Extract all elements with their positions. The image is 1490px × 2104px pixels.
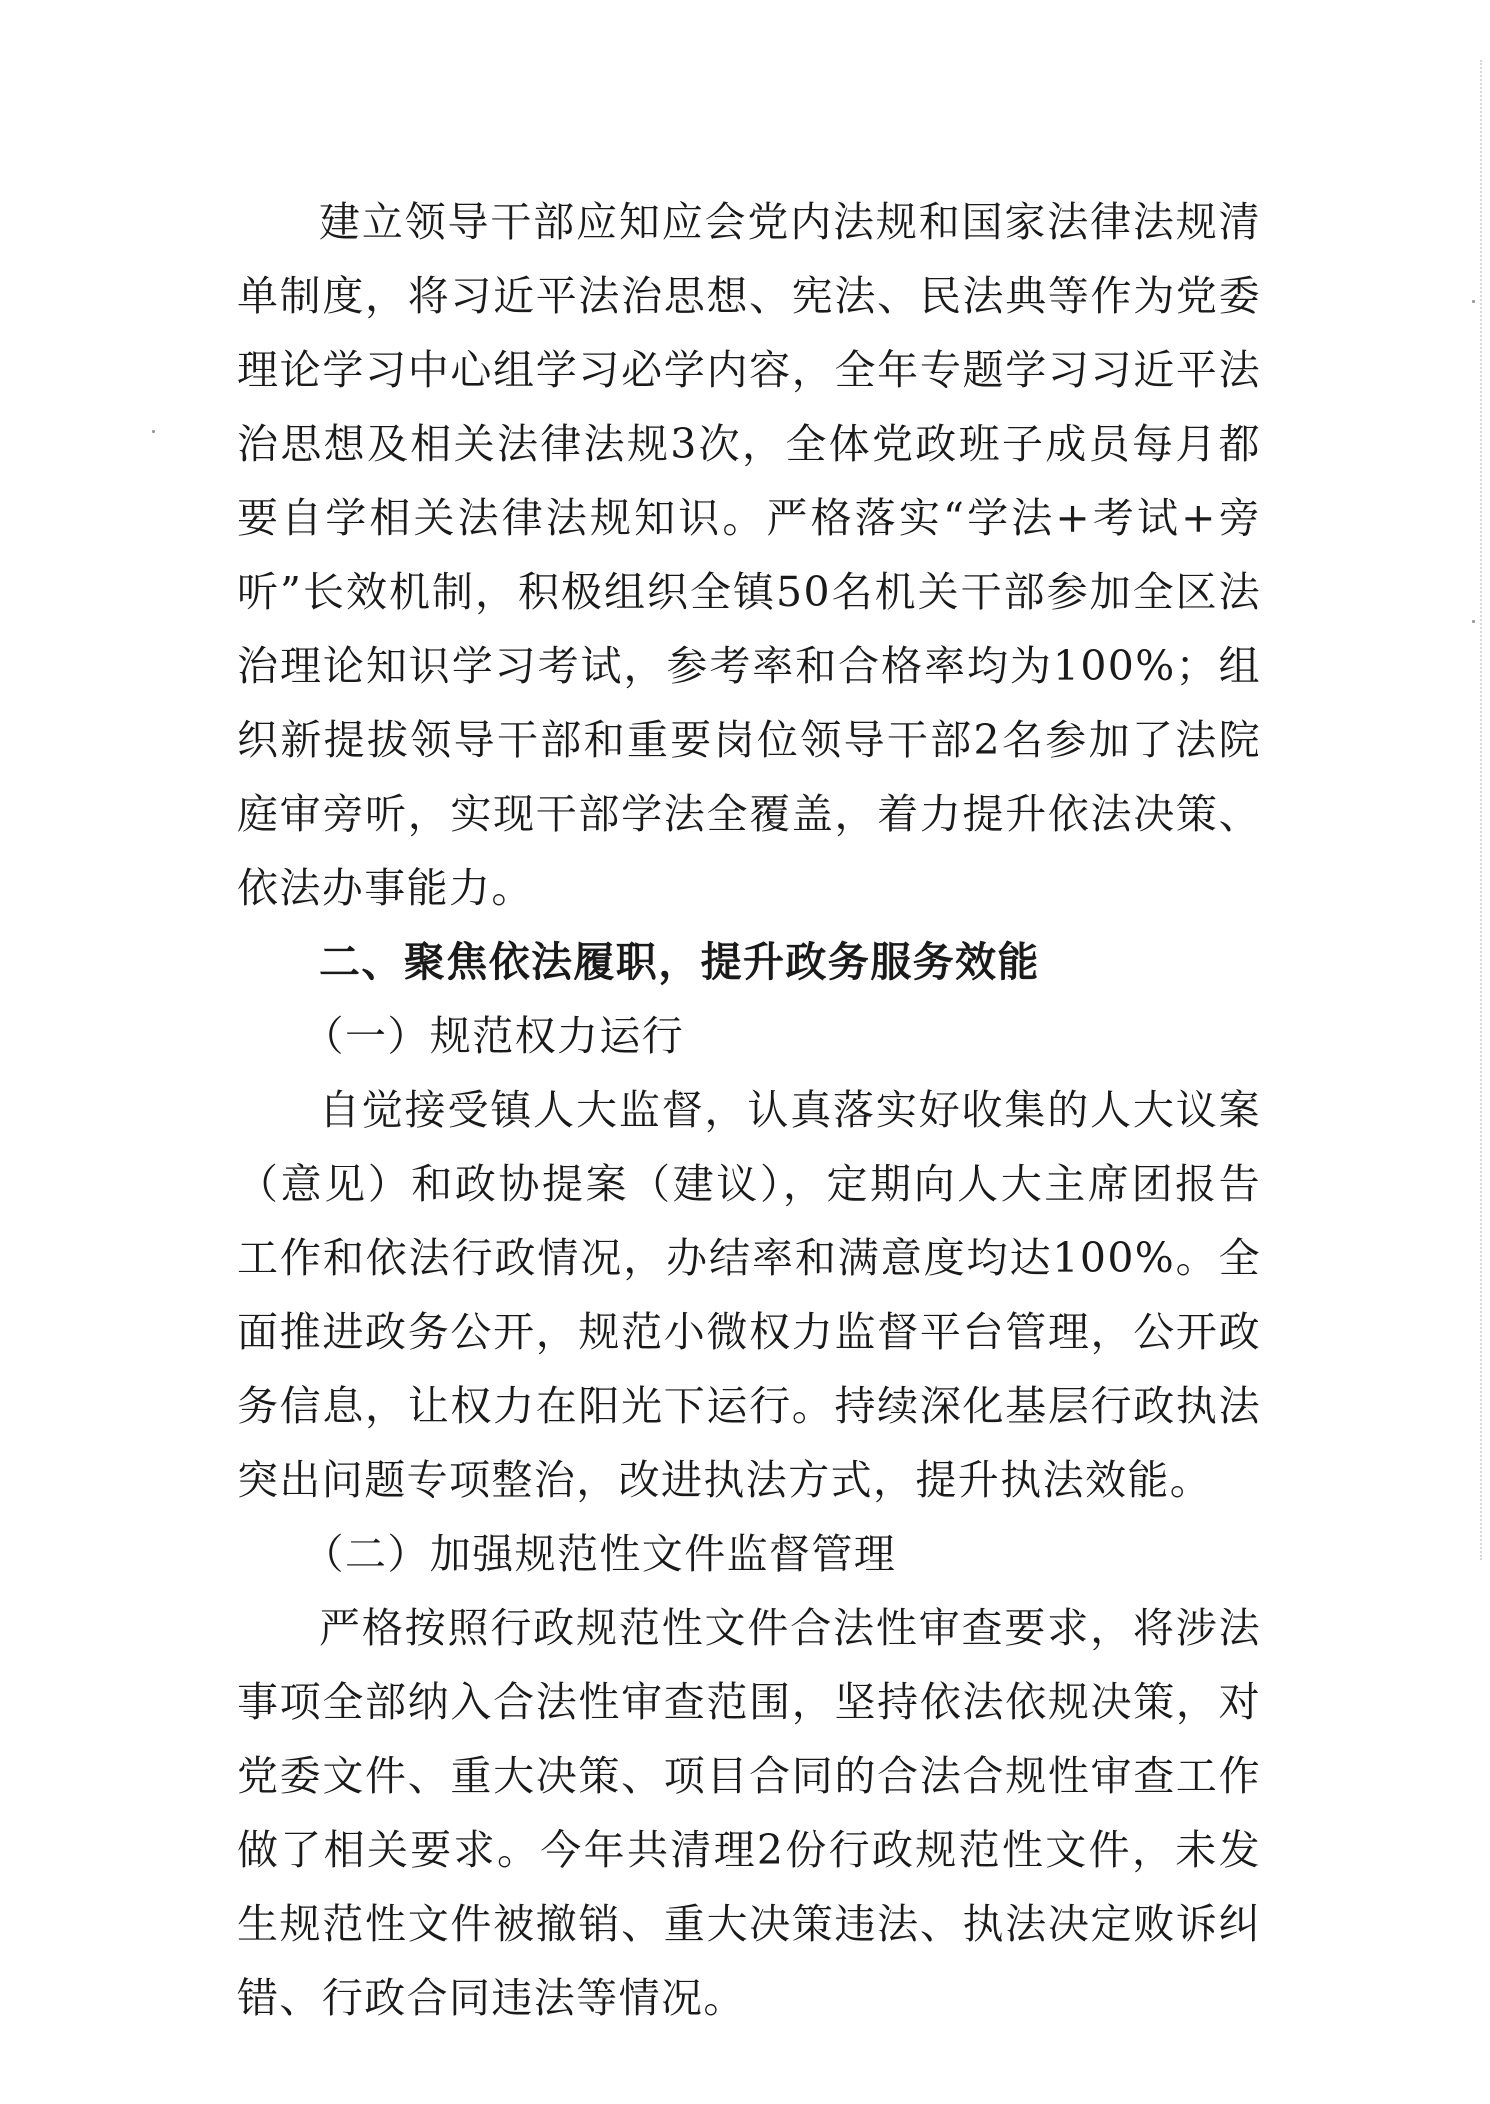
- sub-heading: （一）规范权力运行: [302, 1012, 685, 1060]
- scan-mark: [1472, 620, 1475, 623]
- paragraph-body: 严格按照行政规范性文件合法性审查要求，将涉法事项全部纳入合法性审查范围，坚持依法依规决策，对党委文件、重大决策、项目合同的合法合规性审查工作做了相关要求。今年共清理2份行政规范性文件，未发生规范性文件被撤销、重大决策违法、执法决定败诉纠错、行政合同违法等情况。: [237, 1604, 1261, 2022]
- scan-edge-artifact: [1479, 60, 1482, 1560]
- scan-mark: [152, 430, 155, 433]
- scan-mark: [1472, 300, 1475, 303]
- paragraph-body-continued: 建立领导干部应知应会党内法规和国家法律法规清单制度，将习近平法治思想、宪法、民法典等作为党委理论学习中心组学习必学内容，全年专题学习习近平法治思想及相关法律法规3次，全体党政班子成员每月都要自学相关法律法规知识。严格落实“学法+考试+旁听”长效机制，积极组织全镇50名机关干部参加全区法治理论知识学习考试，参考率和合格率均为100%；组织新提拔领导干部和重要岗位领导干部2名参加了法院庭审旁听，实现干部学法全覆盖，着力提升依法决策、依法办事能力。: [237, 198, 1261, 912]
- section-heading: 二、聚焦依法履职，提升政务服务效能: [319, 938, 1040, 986]
- paragraph-body: 自觉接受镇人大监督，认真落实好收集的人大议案（意见）和政协提案（建议），定期向人大主席团报告工作和依法行政情况，办结率和满意度均达100%。全面推进政务公开，规范小微权力监督平台管理，公开政务信息，让权力在阳光下运行。持续深化基层行政执法突出问题专项整治，改进执法方式，提升执法效能。: [237, 1086, 1261, 1504]
- sub-heading: （二）加强规范性文件监督管理: [302, 1530, 897, 1578]
- document-body: [237, 185, 1261, 2035]
